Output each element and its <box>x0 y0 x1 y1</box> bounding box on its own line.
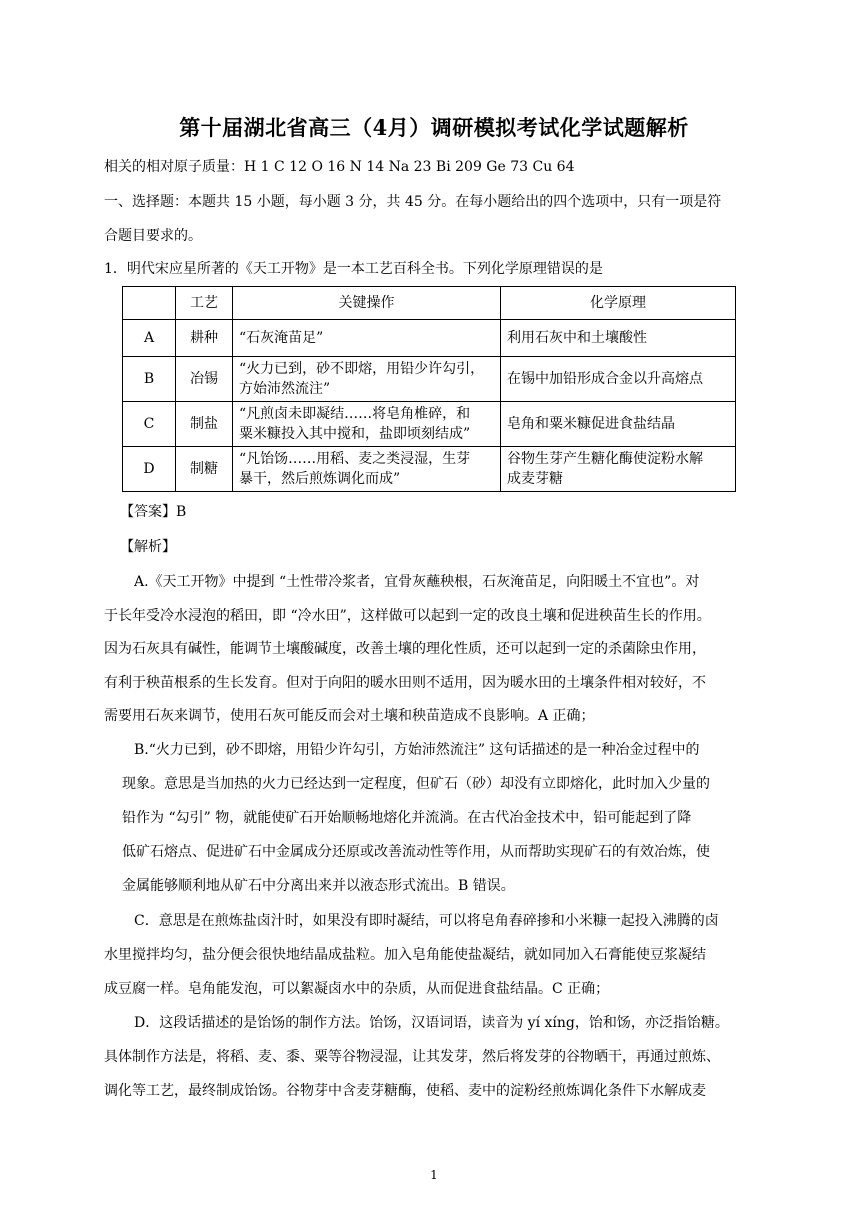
page-number: 1 <box>430 1168 438 1182</box>
option-label: C <box>123 402 176 447</box>
principle-cell <box>501 447 736 492</box>
header-principle: 化学原理 <box>501 287 736 320</box>
operation-text: “石灰淹苗足” <box>239 330 324 346</box>
table-header-row <box>123 287 736 320</box>
option-label: D <box>123 447 176 492</box>
operation-cell <box>233 357 501 402</box>
principle-text: 利用石灰中和土壤酸性 <box>507 330 647 346</box>
analysis-b-line: 现象。意思是当加热的火力已经达到一定程度，但矿石（砂）却没有立即熔化，此时加入少量的 <box>122 776 710 792</box>
operation-text-line-1: “火力已到，砂不即熔，用铅少许勾引， <box>239 361 485 377</box>
analysis-d-line: 具体制作方法是，将稻、麦、黍、粟等谷物浸湿，让其发芽，然后将发芽的谷物晒干，再通过煎炼、 <box>104 1049 720 1065</box>
header-option <box>123 287 176 320</box>
principle-text-line-1: 谷物生芽产生糖化酶使淀粉水解 <box>507 451 703 467</box>
analysis-a-line: A.《天工开物》中提到 “土性带冷浆者，宜骨灰蘸秧根，石灰淹苗足，向阳暖土不宜也”。对 <box>134 574 700 590</box>
analysis-b-line: 金属能够顺利地从矿石中分离出来并以液态形式流出。B 错误。 <box>122 878 515 894</box>
analysis-c-line: 水里搅拌均匀，盐分便会很快地结晶成盐粒。加入皂角能使盐凝结，就如同加入石膏能使豆浆凝结 <box>104 947 706 963</box>
analysis-a-line: 因为石灰具有碱性，能调节土壤酸碱度，改善土壤的理化性质，还可以起到一定的杀菌除虫作用， <box>104 641 706 657</box>
principle-text: 皂角和粟米糠促进食盐结晶 <box>507 416 675 432</box>
operation-text-line-1: “凡饴饧……用稻、麦之类浸湿，生芽 <box>239 451 471 467</box>
craft-cell: 制盐 <box>176 402 233 447</box>
table-row <box>123 357 736 402</box>
table-row <box>123 320 736 357</box>
option-label: B <box>123 357 176 402</box>
principle-cell <box>501 357 736 402</box>
principle-cell <box>501 320 736 357</box>
analysis-d-line: D．这段话描述的是饴饧的制作方法。饴饧，汉语词语，读音为 yí xíng，饴和饧，亦泛指饴糖。 <box>134 1015 729 1031</box>
operation-text-line-2: 方始沛然流注” <box>239 381 331 397</box>
operation-text-line-2: 粟米糠投入其中搅和，盐即顷刻结成” <box>239 426 471 442</box>
question-table <box>122 286 736 492</box>
answer-line: 【答案】B <box>120 504 187 520</box>
operation-text-line-2: 暴干，然后煎炼调化而成” <box>239 471 401 487</box>
analysis-b-line: 低矿石熔点、促进矿石中金属成分还原或改善流动性等作用，从而帮助实现矿石的有效冶炼，使 <box>122 844 710 860</box>
table-row <box>123 447 736 492</box>
analysis-d-line: 调化等工艺，最终制成饴饧。谷物芽中含麦芽糖酶，使稻、麦中的淀粉经煎炼调化条件下水解成麦 <box>104 1083 706 1099</box>
analysis-label: 【解析】 <box>120 539 176 555</box>
question-1-stem: 1．明代宋应星所著的《天工开物》是一本工艺百科全书。下列化学原理错误的是 <box>104 261 603 277</box>
analysis-b-line: B.“火力已到，砂不即熔，用铅少许勾引，方始沛然流注” 这句话描述的是一种冶金过程中的 <box>134 742 700 758</box>
table-row <box>123 402 736 447</box>
analysis-a-line: 有利于秧苗根系的生长发育。但对于向阳的暖水田则不适用，因为暖水田的土壤条件相对较好，不 <box>104 675 706 691</box>
operation-cell <box>233 320 501 357</box>
principle-text-line-2: 成麦芽糖 <box>507 471 563 487</box>
analysis-c-line: C．意思是在煎炼盐卤汁时，如果没有即时凝结，可以将皂角舂碎掺和小米糠一起投入沸腾的卤 <box>134 913 719 929</box>
analysis-a-line: 于长年受冷水浸泡的稻田，即 “冷水田”，这样做可以起到一定的改良土壤和促进秧苗生长的作用。 <box>104 608 711 624</box>
craft-cell: 耕种 <box>176 320 233 357</box>
analysis-b-line: 铅作为 “勾引” 物，就能使矿石开始顺畅地熔化并流淌。在古代冶金技术中，铅可能起到了降 <box>122 810 692 826</box>
header-craft: 工艺 <box>176 287 233 320</box>
principle-cell <box>501 402 736 447</box>
craft-cell: 制糖 <box>176 447 233 492</box>
operation-cell <box>233 402 501 447</box>
analysis-a-line: 需要用石灰来调节，使用石灰可能反而会对土壤和秧苗造成不良影响。A 正确； <box>104 708 595 724</box>
option-label: A <box>123 320 176 357</box>
craft-cell: 冶锡 <box>176 357 233 402</box>
section-instructions-line-1: 一、选择题：本题共 15 小题，每小题 3 分，共 45 分。在每小题给出的四个选项中，只有一项是符 <box>104 194 722 210</box>
operation-cell <box>233 447 501 492</box>
page-title: 第十届湖北省高三（4月）调研模拟考试化学试题解析 <box>179 115 689 140</box>
atomic-masses: 相关的相对原子质量：H 1 C 12 O 16 N 14 Na 23 Bi 209 Ge 73 Cu 64 <box>104 159 575 175</box>
header-operation: 关键操作 <box>233 287 501 320</box>
principle-text: 在锡中加铅形成合金以升高熔点 <box>507 371 703 387</box>
section-instructions-line-2: 合题目要求的。 <box>104 228 202 244</box>
operation-text-line-1: “凡煎卤未即凝结……将皂角椎碎，和 <box>239 406 471 422</box>
analysis-c-line: 成豆腐一样。皂角能发泡，可以絮凝卤水中的杂质，从而促进食盐结晶。C 正确； <box>104 981 610 997</box>
